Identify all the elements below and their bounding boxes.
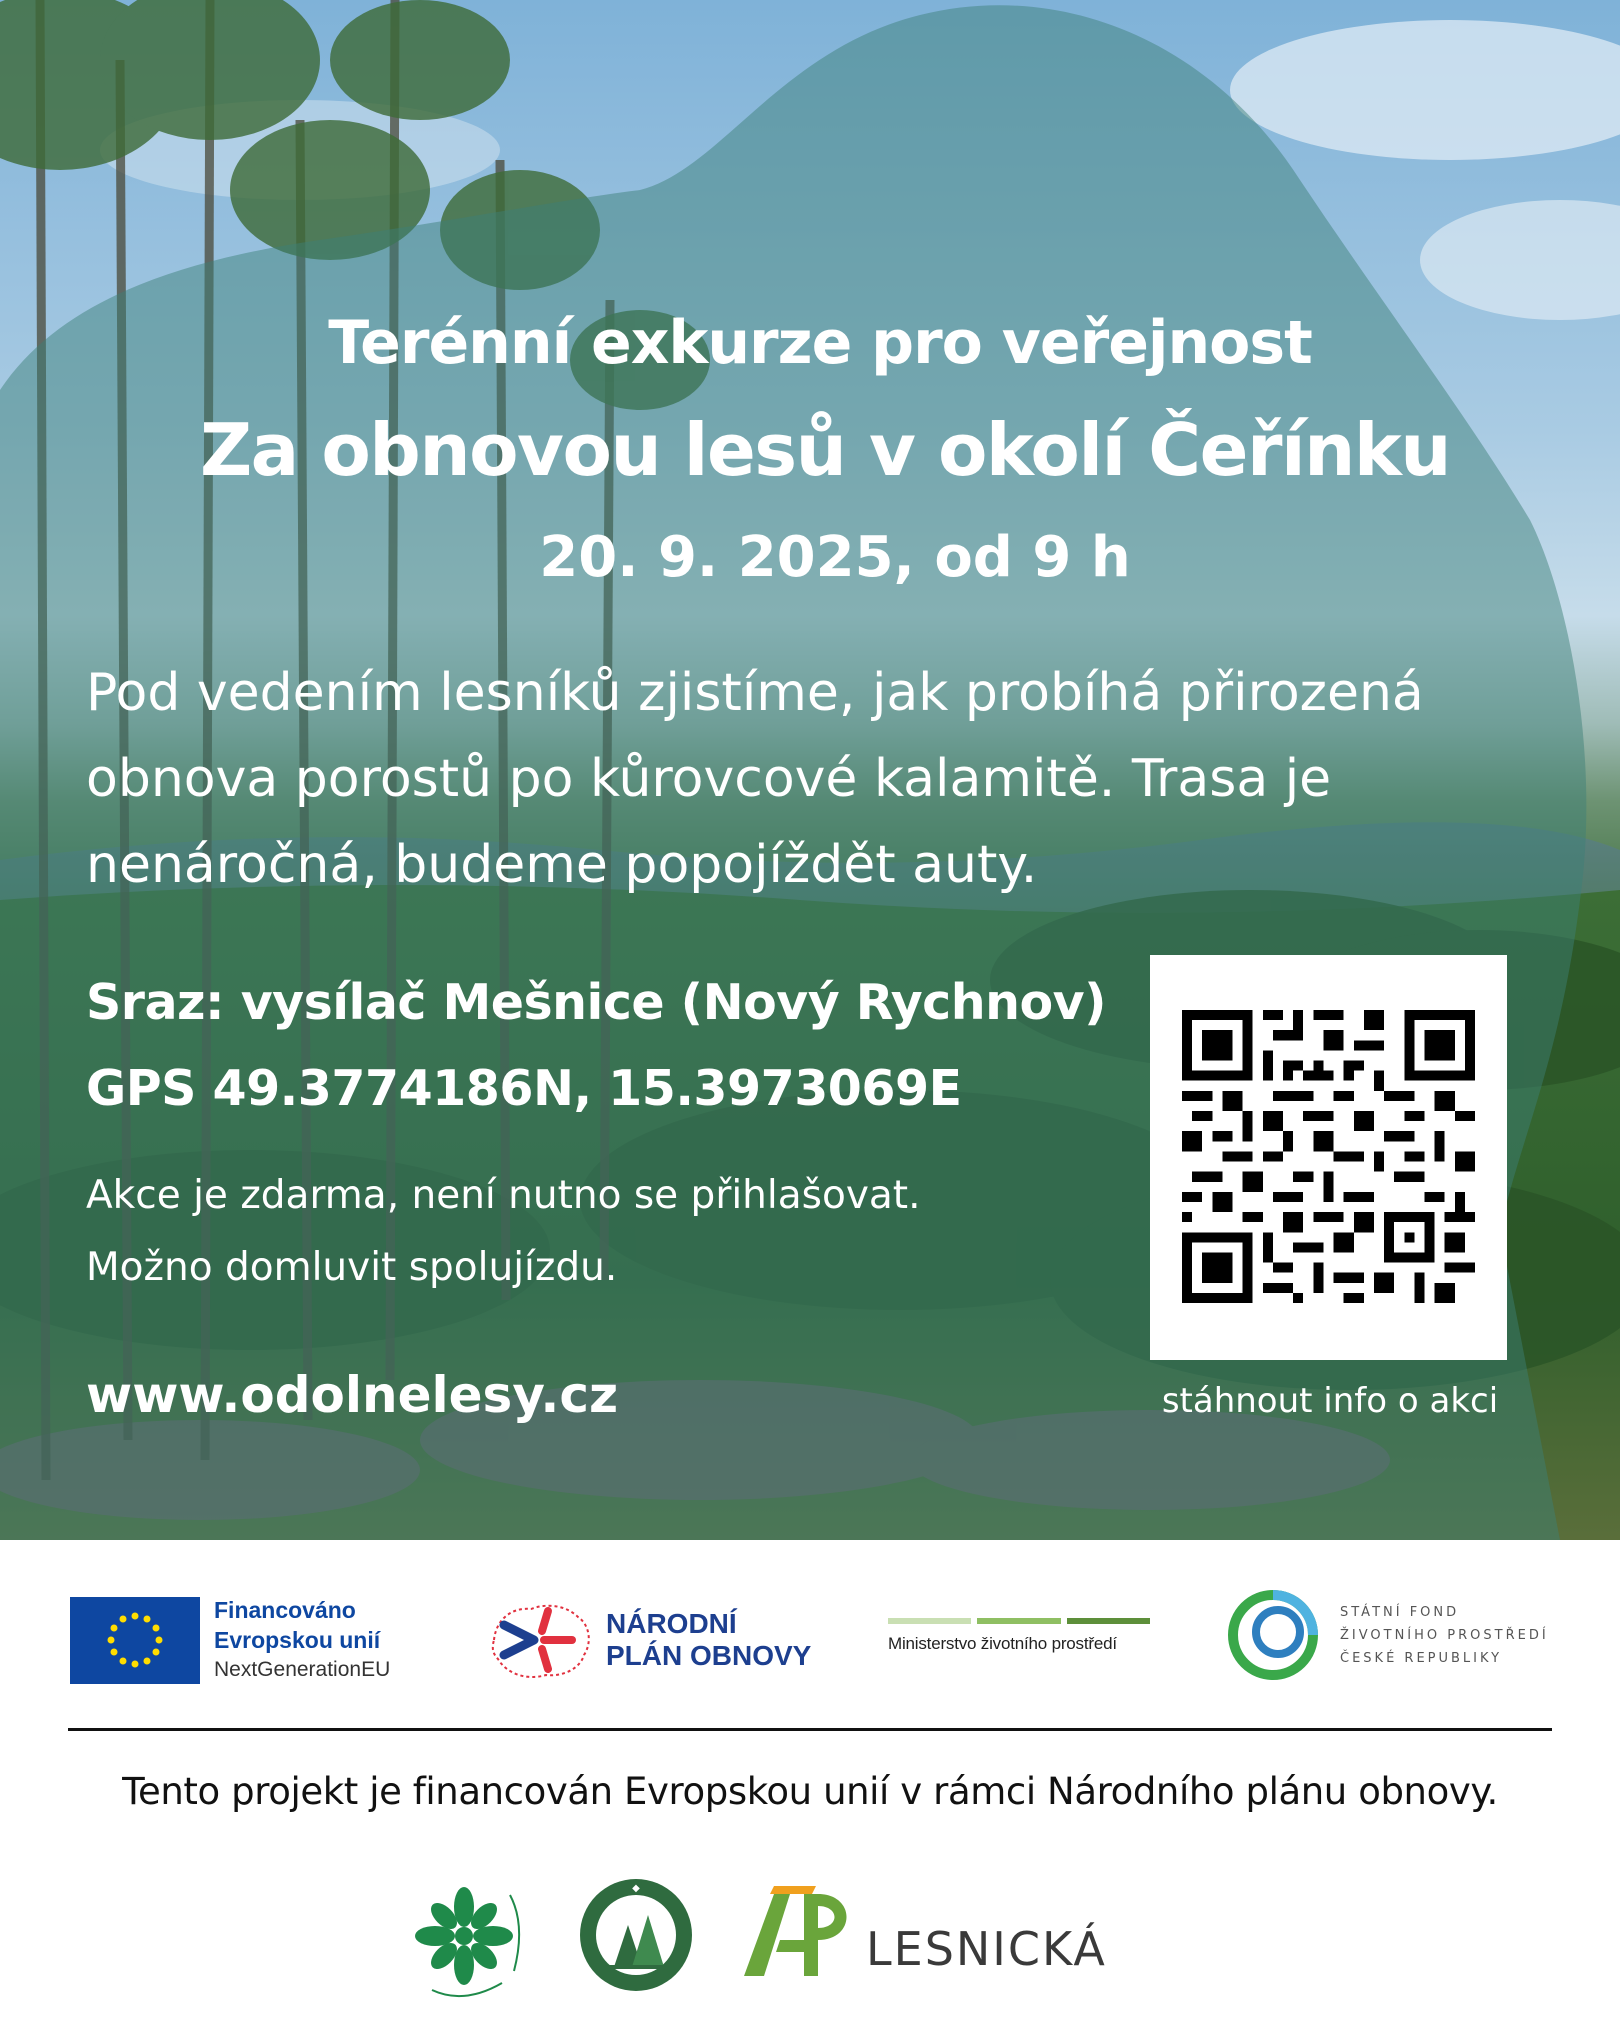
meeting-info	[86, 960, 1166, 1132]
prosilva-logo-icon	[576, 1875, 696, 1995]
lesnicka-logo	[740, 1880, 1107, 1980]
mzp-name: Ministerstvo životního prostředí	[888, 1634, 1117, 1653]
free-info	[86, 1160, 1086, 1304]
eu-stars-icon	[70, 1597, 200, 1684]
lesnicka-name: LESNICKÁ	[866, 1922, 1107, 1976]
eu-line-1: Financováno	[214, 1597, 356, 1623]
npo-logo-icon	[486, 1595, 596, 1685]
footer-divider	[68, 1728, 1552, 1731]
npo-line-2: PLÁN OBNOVY	[606, 1640, 812, 1671]
npo-line-1: NÁRODNÍ	[606, 1608, 737, 1639]
event-description: Pod vedením lesníků zjistíme, jak probíhá přirozená obnova porostů po kůrovcové kalamitě. Trasa je nenáročná, budeme popojíždět auty.	[86, 663, 1424, 895]
mzp-logo	[888, 1618, 1150, 1654]
sfzp-logo-icon	[1228, 1590, 1318, 1680]
eu-line-3: NextGenerationEU	[214, 1658, 391, 1681]
sfzp-line-2: ŽIVOTNÍHO PROSTŘEDÍ	[1340, 1627, 1549, 1643]
funding-logos	[0, 1580, 1620, 1720]
csop-logo-icon	[402, 1875, 542, 2005]
eu-line-2: Evropskou unií	[214, 1627, 381, 1653]
event-date: 20. 9. 2025, od 9 h	[539, 525, 1131, 590]
svg-text:◆: ◆	[632, 1883, 640, 1894]
meeting-point: Sraz: vysílač Mešnice (Nový Rychnov)	[86, 974, 1106, 1031]
eu-logo	[70, 1595, 390, 1685]
event-title: Za obnovou lesů v okolí Čeřínku	[199, 408, 1451, 492]
qr-code[interactable]	[1150, 955, 1507, 1360]
eu-flag-icon	[70, 1597, 200, 1684]
free-info-line-2: Možno domluvit spolujízdu.	[86, 1245, 618, 1290]
event-subtitle: Terénní exkurze pro veřejnost	[328, 308, 1312, 378]
mzp-bars-icon	[888, 1618, 1150, 1624]
website-link[interactable]: www.odolnelesy.cz	[86, 1366, 619, 1424]
qr-code-pattern	[1182, 1010, 1475, 1303]
sfzp-line-1: STÁTNÍ FOND	[1340, 1604, 1460, 1620]
free-info-line-1: Akce je zdarma, není nutno se přihlašovat.	[86, 1173, 921, 1218]
npo-logo	[486, 1595, 811, 1685]
sfzp-line-3: ČESKÉ REPUBLIKY	[1340, 1650, 1503, 1666]
gps-coordinates: GPS 49.3774186N, 15.3973069E	[86, 1060, 962, 1117]
qr-caption: stáhnout info o akci	[1161, 1381, 1499, 1421]
sfzp-logo	[1228, 1590, 1549, 1680]
lesnicka-logo-icon	[740, 1880, 860, 1980]
prosilva-logo	[576, 1875, 696, 1999]
partner-logos	[0, 1870, 1620, 2010]
funding-statement: Tento projekt je financován Evropskou unií v rámci Národního plánu obnovy.	[122, 1770, 1498, 1813]
csop-logo	[402, 1875, 542, 2009]
